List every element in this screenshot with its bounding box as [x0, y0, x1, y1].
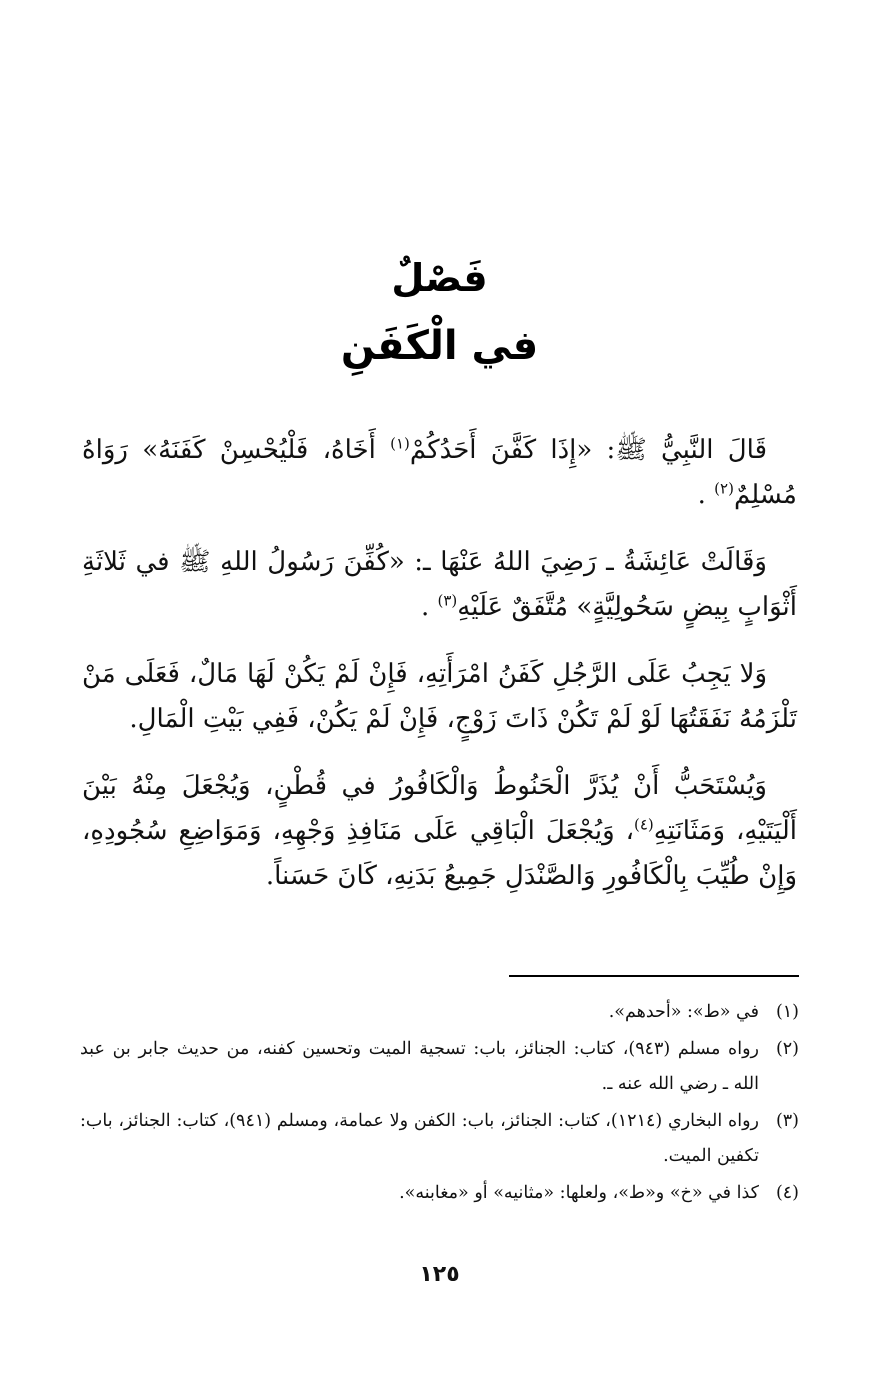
footnote-text: في «ط»: «أحدهم».: [608, 1002, 759, 1022]
footnote-item: [80, 1032, 799, 1102]
main-text: [82, 428, 797, 899]
paragraph-text: قَالَ النَّبِيُّ ﷺ: «إِذَا كَفَّنَ أَحَدُكُمْ: [409, 435, 767, 465]
paragraph-text: أَخَاهُ، فَلْيُحْسِنْ كَفَنَهُ» رَوَاهُ مُسْلِمٌ: [82, 435, 797, 510]
paragraph-wife-shroud: وَلا يَجِبُ عَلَى الرَّجُلِ كَفَنُ امْرَأَتِهِ، فَإِنْ لَمْ يَكُنْ لَهَا مَالٌ، فَعَلَى مَنْ تَلْزَمُهُ نَفَقَتُهَا لَوْ لَمْ تَكُنْ ذَاتَ زَوْجٍ، فَإِنْ لَمْ يَكُنْ، فَفِي بَيْتِ الْمَالِ.: [82, 659, 797, 734]
footnote-item: [80, 995, 799, 1030]
footnote-ref-3: (٣): [437, 591, 458, 610]
paragraph-hadith-muslim: [82, 428, 797, 518]
paragraph-text: ، وَيُجْعَلَ الْبَاقِي عَلَى مَنَافِذِ وَجْهِهِ، وَمَوَاضِعِ سُجُودِهِ، وَإِنْ طُيِّبَ بِالْكَافُورِ وَالصَّنْدَلِ جَمِيعُ بَدَنِهِ، كَانَ حَسَناً.: [82, 816, 797, 891]
paragraph-hadith-aisha: [82, 540, 797, 630]
footnote-text: رواه البخاري (١٢١٤)، كتاب: الجنائز، باب: الكفن ولا عمامة، ومسلم (٩٤١)، كتاب: الجنائز، باب: تكفين الميت.: [80, 1111, 759, 1166]
paragraph-text: .: [697, 480, 715, 510]
paragraph-perfume: [82, 764, 797, 899]
footnote-text: كذا في «خ» و«ط»، ولعلها: «مثانيه» أو «مغابنه».: [399, 1183, 759, 1203]
section-heading: فَصْلٌ: [391, 256, 488, 300]
paragraph-text: وَيُسْتَحَبُّ أَنْ يُذَرَّ الْحَنُوطُ وَالْكَافُورُ في قُطْنٍ، وَيُجْعَلَ مِنْهُ بَيْنَ أَلْيَتَيْهِ، وَمَثَانَتِهِ: [82, 771, 797, 846]
footnote-item: [80, 1104, 799, 1174]
footnote-ref-2: (٢): [714, 479, 734, 498]
footnote-ref-1: (١): [390, 434, 410, 453]
footnote-ref-4: (٤): [633, 815, 654, 834]
footnote-number: (٣): [775, 1111, 799, 1131]
paragraph-text: وَقَالَتْ عَائِشَةُ ـ رَضِيَ اللهُ عَنْهَا ـ: «كُفِّنَ رَسُولُ اللهِ ﷺ في ثَلاثَةِ أَثْوَابٍ بِيضٍ سَحُولِيَّةٍ» مُتَّفَقٌ عَلَيْهِ: [82, 547, 797, 622]
footnote-number: (١): [775, 1002, 799, 1022]
section-title: في الْكَفَنِ: [340, 323, 539, 369]
footnotes: [80, 995, 799, 1213]
paragraph-text: .: [420, 592, 438, 622]
footnote-number: (٢): [775, 1039, 799, 1059]
footnote-divider: [509, 975, 799, 977]
page-number: ١٢٥: [419, 1262, 460, 1287]
footnote-number: (٤): [775, 1183, 799, 1203]
footnote-item: [80, 1176, 799, 1211]
footnote-text: رواه مسلم (٩٤٣)، كتاب: الجنائز، باب: تسجية الميت وتحسين كفنه، من حديث جابر بن عبد الله ـ رضي الله عنه ـ.: [80, 1039, 759, 1094]
